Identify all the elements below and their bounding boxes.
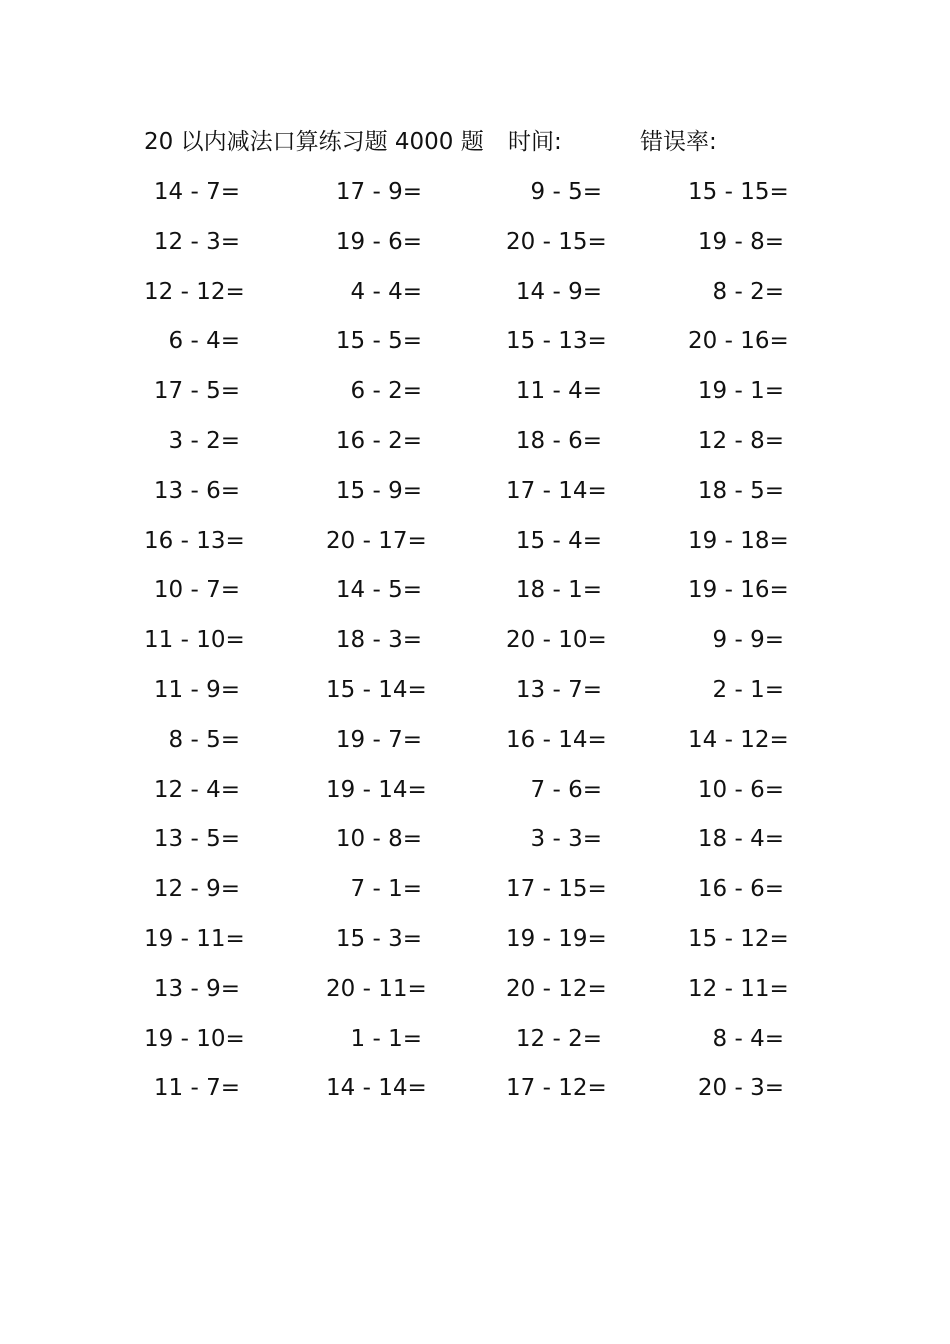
subtraction-problem: 19 - 19= xyxy=(506,925,607,952)
problem-row xyxy=(144,969,804,1019)
subtraction-problem: 19 - 11= xyxy=(144,925,245,952)
problem-row xyxy=(144,570,804,620)
problem-row xyxy=(144,371,804,421)
problem-row xyxy=(144,471,804,521)
problem-row xyxy=(144,670,804,720)
subtraction-problem: 17 - 15= xyxy=(506,876,607,903)
subtraction-problem: 1 - 1= xyxy=(350,1025,422,1052)
subtraction-problem: 15 - 13= xyxy=(506,328,607,355)
subtraction-problem: 6 - 2= xyxy=(350,378,422,405)
problem-row xyxy=(144,869,804,919)
subtraction-problem: 19 - 1= xyxy=(697,378,784,405)
problem-row xyxy=(144,819,804,869)
subtraction-problem: 19 - 14= xyxy=(326,776,427,803)
subtraction-problem: 19 - 7= xyxy=(335,726,422,753)
error-rate-label: 错误率: xyxy=(640,129,717,155)
subtraction-problem: 2 - 1= xyxy=(712,676,784,703)
subtraction-problem: 16 - 13= xyxy=(144,527,245,554)
problem-row xyxy=(144,172,804,222)
problem-row xyxy=(144,521,804,571)
subtraction-problem: 11 - 7= xyxy=(153,1075,240,1102)
subtraction-problem: 20 - 10= xyxy=(506,627,607,654)
subtraction-problem: 18 - 3= xyxy=(335,627,422,654)
subtraction-problem: 19 - 6= xyxy=(335,228,422,255)
subtraction-problem: 15 - 9= xyxy=(335,477,422,504)
subtraction-problem: 16 - 6= xyxy=(697,876,784,903)
subtraction-problem: 14 - 12= xyxy=(688,726,789,753)
subtraction-problem: 14 - 7= xyxy=(153,179,240,205)
subtraction-problem: 3 - 2= xyxy=(168,427,240,454)
subtraction-problem: 10 - 6= xyxy=(697,776,784,803)
subtraction-problem: 9 - 9= xyxy=(712,627,784,654)
subtraction-problem: 20 - 15= xyxy=(506,228,607,255)
problem-row xyxy=(144,1019,804,1069)
problem-row xyxy=(144,720,804,770)
subtraction-problem: 8 - 5= xyxy=(168,726,240,753)
subtraction-problem: 12 - 8= xyxy=(697,427,784,454)
subtraction-problem: 17 - 14= xyxy=(506,477,607,504)
subtraction-problem: 6 - 4= xyxy=(168,328,240,355)
subtraction-problem: 15 - 14= xyxy=(326,676,427,703)
problem-row xyxy=(144,919,804,969)
problem-row xyxy=(144,222,804,272)
subtraction-problem: 7 - 1= xyxy=(350,876,422,903)
problem-row xyxy=(144,421,804,471)
subtraction-problem: 13 - 9= xyxy=(153,975,240,1002)
subtraction-problem: 13 - 6= xyxy=(153,477,240,504)
subtraction-problem: 12 - 9= xyxy=(153,876,240,903)
subtraction-problem: 17 - 12= xyxy=(506,1075,607,1102)
subtraction-problem: 12 - 11= xyxy=(688,975,789,1002)
subtraction-problem: 13 - 5= xyxy=(153,826,240,853)
time-label: 时间: xyxy=(508,129,562,155)
subtraction-problem: 12 - 2= xyxy=(515,1025,602,1052)
subtraction-problem: 16 - 2= xyxy=(335,427,422,454)
subtraction-problem: 19 - 18= xyxy=(688,527,789,554)
subtraction-problem: 19 - 16= xyxy=(688,577,789,604)
subtraction-problem: 15 - 5= xyxy=(335,328,422,355)
subtraction-problem: 11 - 10= xyxy=(144,627,245,654)
subtraction-problem: 13 - 7= xyxy=(515,676,602,703)
subtraction-problem: 11 - 9= xyxy=(153,676,240,703)
subtraction-problem: 9 - 5= xyxy=(530,179,602,205)
subtraction-problem: 19 - 10= xyxy=(144,1025,245,1052)
subtraction-problem: 20 - 3= xyxy=(697,1075,784,1102)
worksheet-header xyxy=(144,124,844,160)
subtraction-problem: 18 - 5= xyxy=(697,477,784,504)
problem-grid xyxy=(144,172,804,1118)
subtraction-problem: 12 - 3= xyxy=(153,228,240,255)
problem-row xyxy=(144,321,804,371)
subtraction-problem: 14 - 9= xyxy=(515,278,602,305)
subtraction-problem: 12 - 12= xyxy=(144,278,245,305)
subtraction-problem: 15 - 15= xyxy=(688,179,789,205)
subtraction-problem: 8 - 4= xyxy=(712,1025,784,1052)
subtraction-problem: 11 - 4= xyxy=(515,378,602,405)
subtraction-problem: 7 - 6= xyxy=(530,776,602,803)
subtraction-problem: 17 - 9= xyxy=(335,179,422,205)
subtraction-problem: 19 - 8= xyxy=(697,228,784,255)
problem-row xyxy=(144,620,804,670)
subtraction-problem: 17 - 5= xyxy=(153,378,240,405)
subtraction-problem: 15 - 4= xyxy=(515,527,602,554)
problem-row xyxy=(144,272,804,322)
subtraction-problem: 14 - 14= xyxy=(326,1075,427,1102)
subtraction-problem: 14 - 5= xyxy=(335,577,422,604)
subtraction-problem: 4 - 4= xyxy=(350,278,422,305)
worksheet-title: 20 以内减法口算练习题 4000 题 xyxy=(144,129,484,155)
subtraction-problem: 20 - 12= xyxy=(506,975,607,1002)
subtraction-problem: 15 - 3= xyxy=(335,925,422,952)
subtraction-problem: 12 - 4= xyxy=(153,776,240,803)
subtraction-problem: 20 - 16= xyxy=(688,328,789,355)
subtraction-problem: 10 - 8= xyxy=(335,826,422,853)
subtraction-problem: 18 - 4= xyxy=(697,826,784,853)
subtraction-problem: 10 - 7= xyxy=(153,577,240,604)
subtraction-problem: 8 - 2= xyxy=(712,278,784,305)
problem-row xyxy=(144,770,804,820)
problem-row xyxy=(144,1068,804,1118)
subtraction-problem: 18 - 1= xyxy=(515,577,602,604)
subtraction-problem: 15 - 12= xyxy=(688,925,789,952)
subtraction-problem: 3 - 3= xyxy=(530,826,602,853)
subtraction-problem: 20 - 11= xyxy=(326,975,427,1002)
subtraction-problem: 20 - 17= xyxy=(326,527,427,554)
subtraction-problem: 18 - 6= xyxy=(515,427,602,454)
subtraction-problem: 16 - 14= xyxy=(506,726,607,753)
